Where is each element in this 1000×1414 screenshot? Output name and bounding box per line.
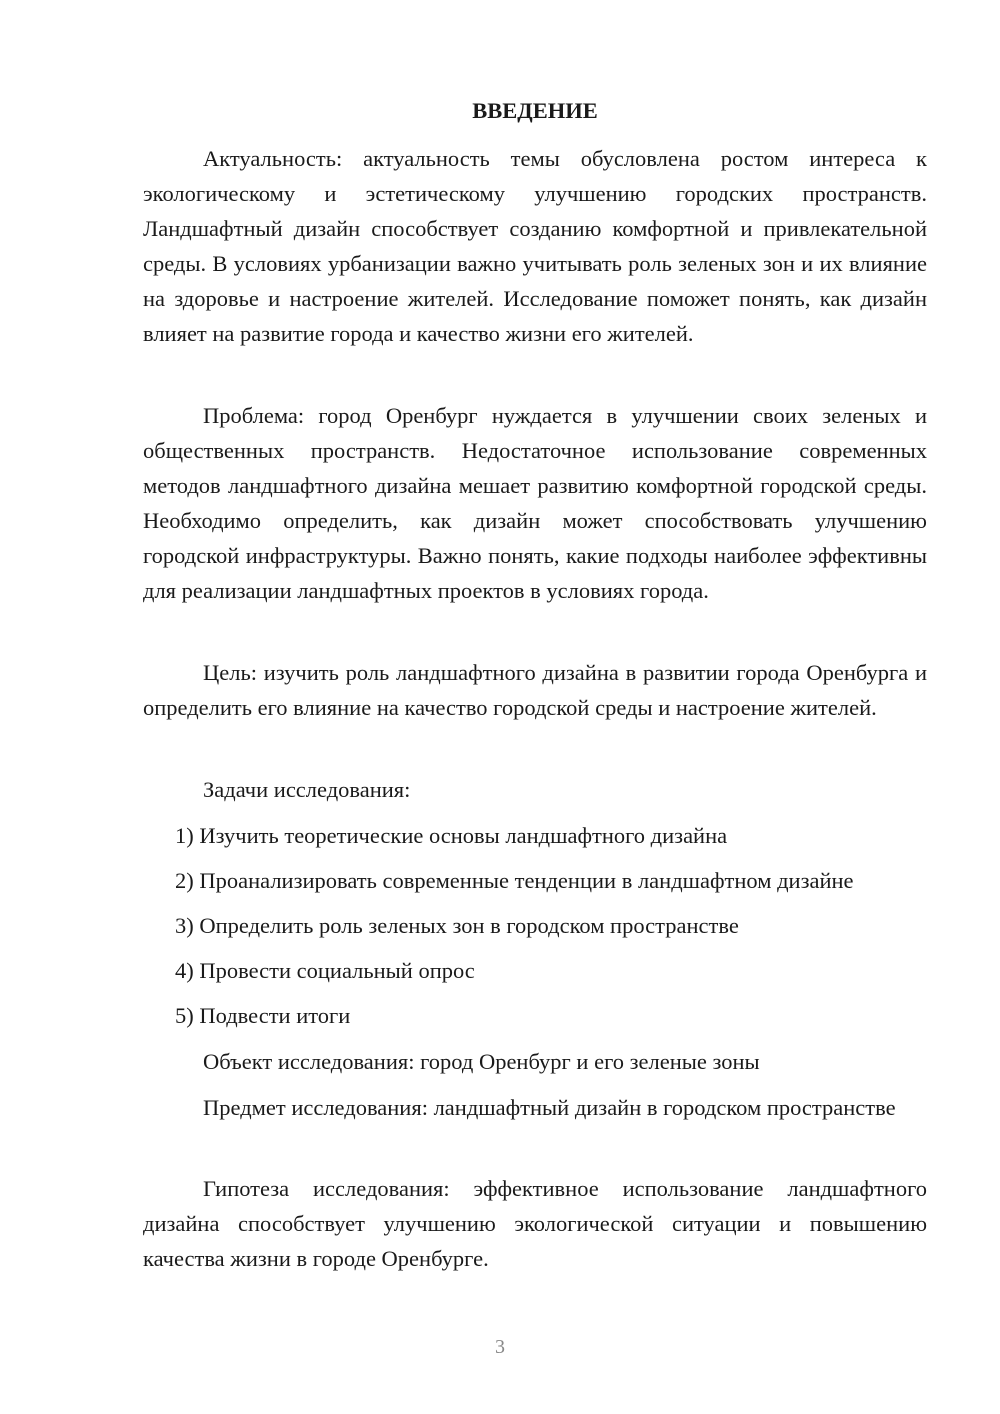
hypothesis-paragraph-block xyxy=(143,1171,927,1276)
page-number: 3 xyxy=(495,1336,505,1358)
object-paragraph-block xyxy=(143,1044,927,1079)
subject-paragraph-block xyxy=(143,1090,927,1125)
subject-paragraph: Предмет исследования: ландшафтный дизайн в городском пространстве xyxy=(203,1095,896,1120)
relevance-paragraph-block xyxy=(143,141,927,351)
tasks-heading: Задачи исследования: xyxy=(203,777,411,802)
problem-paragraph: Проблема: город Оренбург нуждается в улучшении своих зеленых и общественных пространств. Недостаточное использование современных методов ландшафтного дизайна мешает развитию комфортной городской среды. Необходимо определить, как дизайн может способствовать улучшению городской инфраструктуры. Важно понять, какие подходы наиболее эффективны для реализации ландшафтных проектов в условиях города. xyxy=(143,403,927,603)
relevance-paragraph: Актуальность: актуальность темы обусловлена ростом интереса к экологическому и эстетическому улучшению городских пространств. Ландшафтный дизайн способствует созданию комфортной и привлекательной среды. В условиях урбанизации важно учитывать роль зеленых зон и их влияние на здоровье и настроение жителей. Исследование поможет понять, как дизайн влияет на развитие города и качество жизни его жителей. xyxy=(143,146,927,346)
problem-paragraph-block xyxy=(143,398,927,608)
task-item-1: 1) Изучить теоретические основы ландшафтного дизайна xyxy=(175,823,728,848)
hypothesis-paragraph: Гипотеза исследования: эффективное использование ландшафтного дизайна способствует улучшению экологической ситуации и повышению качества жизни в городе Оренбурге. xyxy=(143,1176,927,1271)
object-paragraph: Объект исследования: город Оренбург и его зеленые зоны xyxy=(203,1049,760,1074)
task-item-2: 2) Проанализировать современные тенденции в ландшафтном дизайне xyxy=(175,868,854,893)
goal-paragraph-block xyxy=(143,655,927,725)
goal-paragraph: Цель: изучить роль ландшафтного дизайна в развитии города Оренбурга и определить его влияние на качество городской среды и настроение жителей. xyxy=(143,660,927,720)
section-title: ВВЕДЕНИЕ xyxy=(472,98,598,123)
tasks-heading-block xyxy=(143,772,927,807)
task-item-5: 5) Подвести итоги xyxy=(175,1003,351,1028)
task-item-4: 4) Провести социальный опрос xyxy=(175,958,475,983)
task-item-3: 3) Определить роль зеленых зон в городском пространстве xyxy=(175,913,739,938)
